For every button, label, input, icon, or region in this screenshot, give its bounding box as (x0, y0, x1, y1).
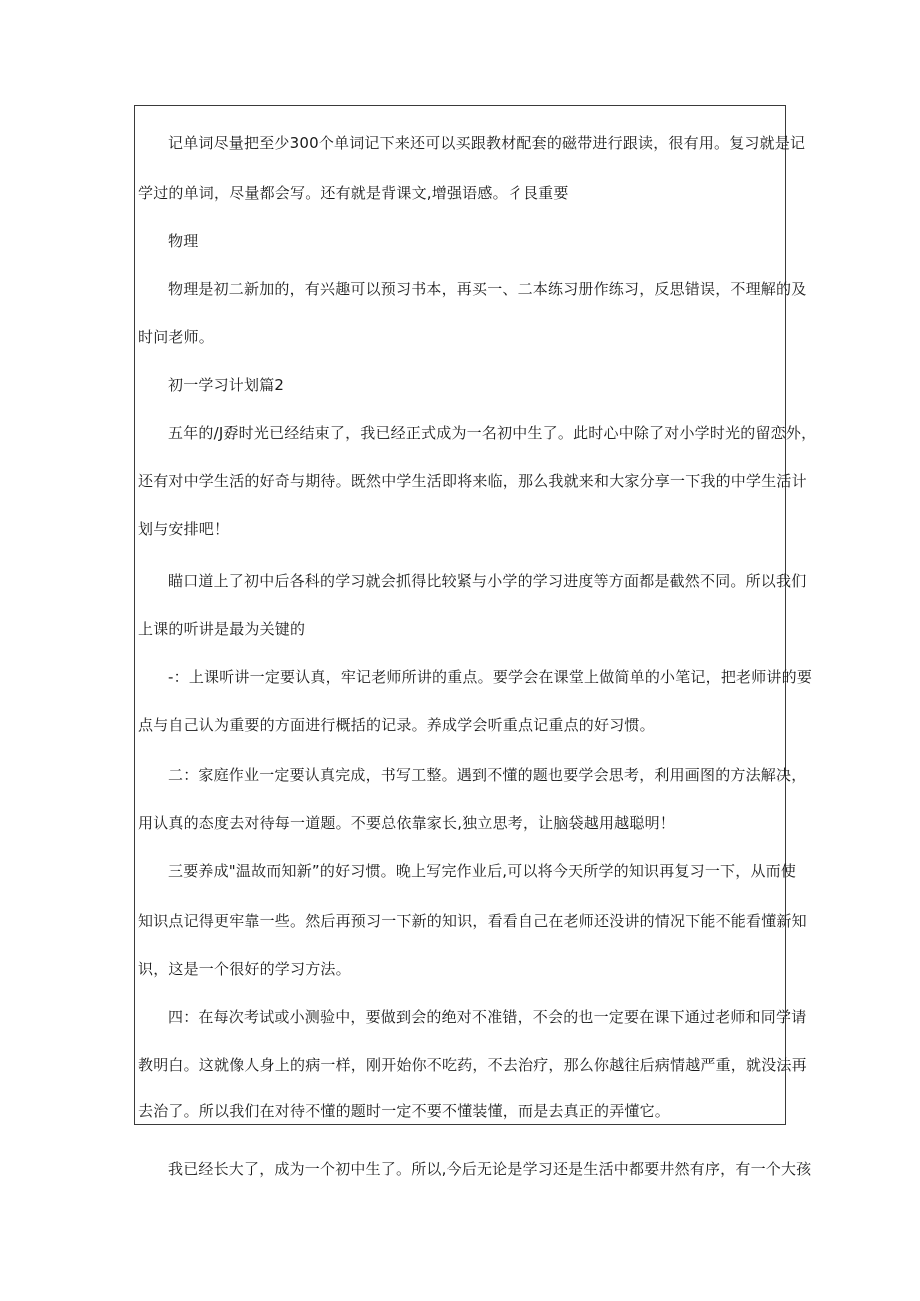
text-line-10: 瞄口道上了初中后各科的学习就会抓得比较紧与小学的学习进度等方面都是截然不同。所以我们 (168, 572, 807, 590)
text-line-9: 划与安排吧！ (138, 520, 230, 538)
text-line-17: 知识点记得更牢靠一些。然后再预习一下新的知识，看看自己在老师还没讲的情况下能不能看懂新知 (138, 912, 807, 930)
text-line-11: 上课的听讲是最为关键的 (138, 620, 306, 638)
text-line-19: 四：在每次考试或小测验中，要做到会的绝对不准错，不会的也一定要在课下通过老师和同学请 (168, 1008, 807, 1026)
text-line-21: 去治了。所以我们在对待不懂的题时一定不要不懂装懂，而是去真正的弄懂它。 (138, 1102, 671, 1120)
section-heading-plan-2: 初一学习计划篇2 (168, 376, 285, 394)
text-line-20: 教明白。这就像人身上的病一样，刚开始你不吃药，不去治疗，那么你越往后病情越严重，就没法再 (138, 1056, 807, 1074)
text-line-4: 物理是初二新加的，有兴趣可以预习书本，再买一、二本练习册作练习，反思错误，不理解的及 (168, 280, 807, 298)
text-line-16: 三要养成"温故而知新”的好习惯。晚上写完作业后,可以将今天所学的知识再复习一下，从而使 (168, 862, 797, 880)
text-line-7: 五年的/J孬时光已经结束了，我已经正式成为一名初中生了。此时心中除了对小学时光的留恋外， (168, 424, 817, 442)
text-line-22: 我已经长大了，成为一个初中生了。所以,今后无论是学习还是生活中都要井然有序，有一个大孩 (168, 1160, 812, 1178)
text-line-1: 记单词尽量把至少300个单词记下来还可以买跟教材配套的磁带进行跟读，很有用。复习就是记 (168, 134, 806, 152)
text-line-2: 学过的单词，尽量都会写。还有就是背课文,增强语感。彳艮重要 (138, 184, 569, 202)
text-line-14: 二：家庭作业一定要认真完成，书写工整。遇到不懂的题也要学会思考，利用画图的方法解决， (168, 766, 807, 784)
text-line-12: -：上课听讲一定要认真，牢记老师所讲的重点。要学会在课堂上做简单的小笔记，把老师讲的要 (168, 668, 813, 686)
text-line-18: 识，这是一个很好的学习方法。 (138, 960, 351, 978)
text-line-13: 点与自己认为重要的方面进行概括的记录。养成学会听重点记重点的好习惯。 (138, 716, 655, 734)
section-heading-physics: 物理 (168, 232, 199, 250)
text-line-8: 还有对中学生活的好奇与期待。既然中学生活即将来临，那么我就来和大家分享一下我的中学生活计 (138, 472, 807, 490)
text-line-5: 时问老师。 (138, 328, 215, 346)
text-line-15: 用认真的态度去对待每一道题。不要总依靠家长,独立思考，让脑袋越用越聪明！ (138, 814, 675, 832)
